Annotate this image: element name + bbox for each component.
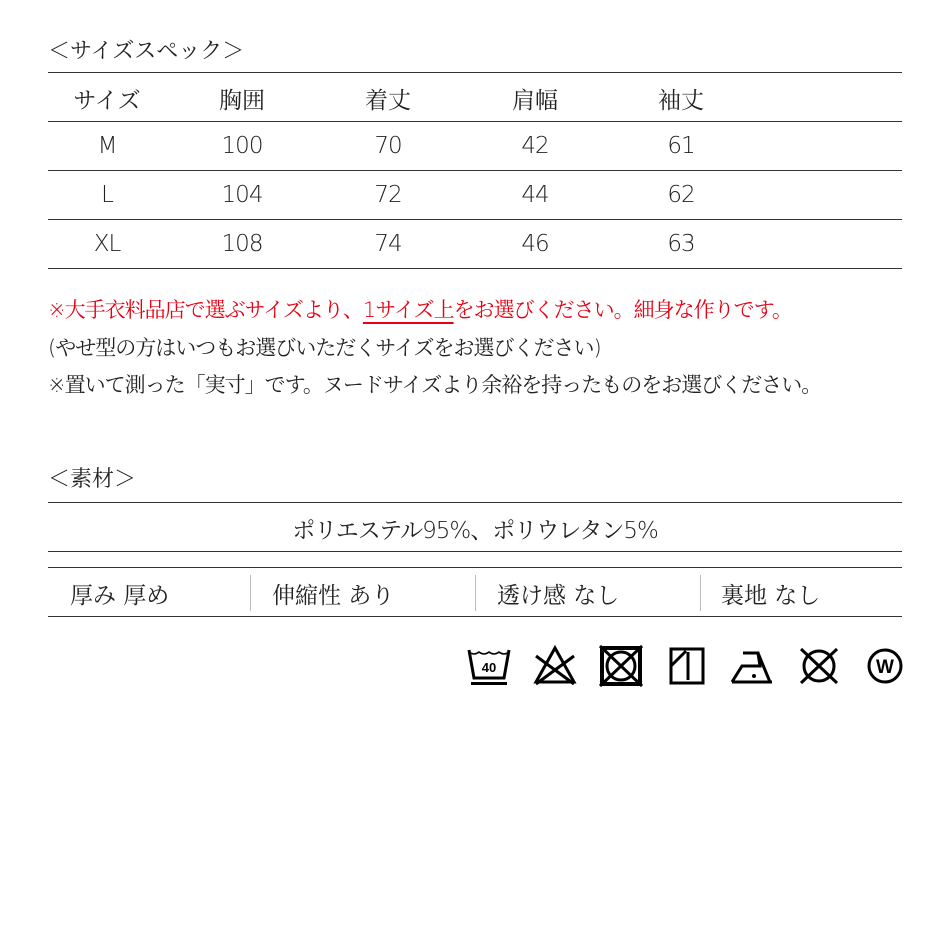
divider (48, 72, 902, 73)
size-value: 42 (521, 133, 549, 159)
wet-clean-letter: W (876, 657, 894, 678)
lining-attr: 裏地 なし (721, 583, 821, 609)
column-header: 肩幅 (512, 88, 558, 114)
size-value: 72 (374, 182, 402, 208)
divider (48, 219, 902, 220)
size-value: 108 (221, 231, 263, 257)
size-value: 61 (667, 133, 695, 159)
fit-note-a: ※大手衣料品店で選ぶサイズより、 (48, 298, 363, 322)
fit-note-c: をお選びください。細身な作りです。 (453, 298, 792, 322)
size-label: L (101, 182, 113, 208)
size-value: 74 (374, 231, 402, 257)
thickness-attr: 厚み 厚め (70, 583, 170, 609)
no-tumble-dry-icon (598, 644, 644, 688)
wash-40-icon (466, 644, 512, 688)
fit-note-emphasis: 1サイズ上 (362, 298, 454, 322)
size-value: 46 (521, 231, 549, 257)
material-title: ＜素材＞ (48, 467, 137, 492)
column-header: 胸囲 (219, 88, 265, 114)
divider (48, 268, 902, 269)
column-header: サイズ (73, 88, 141, 114)
no-bleach-icon (532, 644, 578, 688)
no-dry-clean-icon (796, 644, 842, 688)
size-value: 100 (221, 133, 263, 159)
drip-dry-shade-icon (664, 644, 710, 688)
material-composition: ポリエステル95%、ポリウレタン5% (292, 518, 658, 544)
slim-note: (やせ型の方はいつもお選びいただくサイズをお選びください) (48, 336, 601, 360)
size-spec-title: ＜サイズスペック＞ (48, 39, 245, 64)
size-label: XL (93, 231, 121, 257)
sheer-attr: 透け感 なし (497, 583, 620, 609)
divider (700, 575, 701, 611)
size-value: 62 (667, 182, 695, 208)
divider (48, 502, 902, 503)
divider (48, 551, 902, 552)
wash-temp-label: 40 (481, 660, 497, 675)
wet-clean-icon (862, 644, 908, 688)
measure-note: ※置いて測った「実寸」です。ヌードサイズより余裕を持ったものをお選びください。 (48, 373, 822, 397)
divider (250, 575, 251, 611)
size-value: 104 (221, 182, 263, 208)
stretch-attr: 伸縮性 あり (272, 583, 395, 609)
size-value: 63 (667, 231, 695, 257)
column-header: 着丈 (365, 88, 411, 114)
fit-note (48, 294, 792, 324)
divider (48, 121, 902, 122)
divider (48, 567, 902, 568)
column-header: 袖丈 (658, 88, 704, 114)
iron-low-icon (730, 644, 776, 688)
divider (48, 170, 902, 171)
size-label: M (97, 133, 117, 159)
divider (475, 575, 476, 611)
size-value: 70 (374, 133, 402, 159)
size-value: 44 (521, 182, 549, 208)
divider (48, 616, 902, 617)
